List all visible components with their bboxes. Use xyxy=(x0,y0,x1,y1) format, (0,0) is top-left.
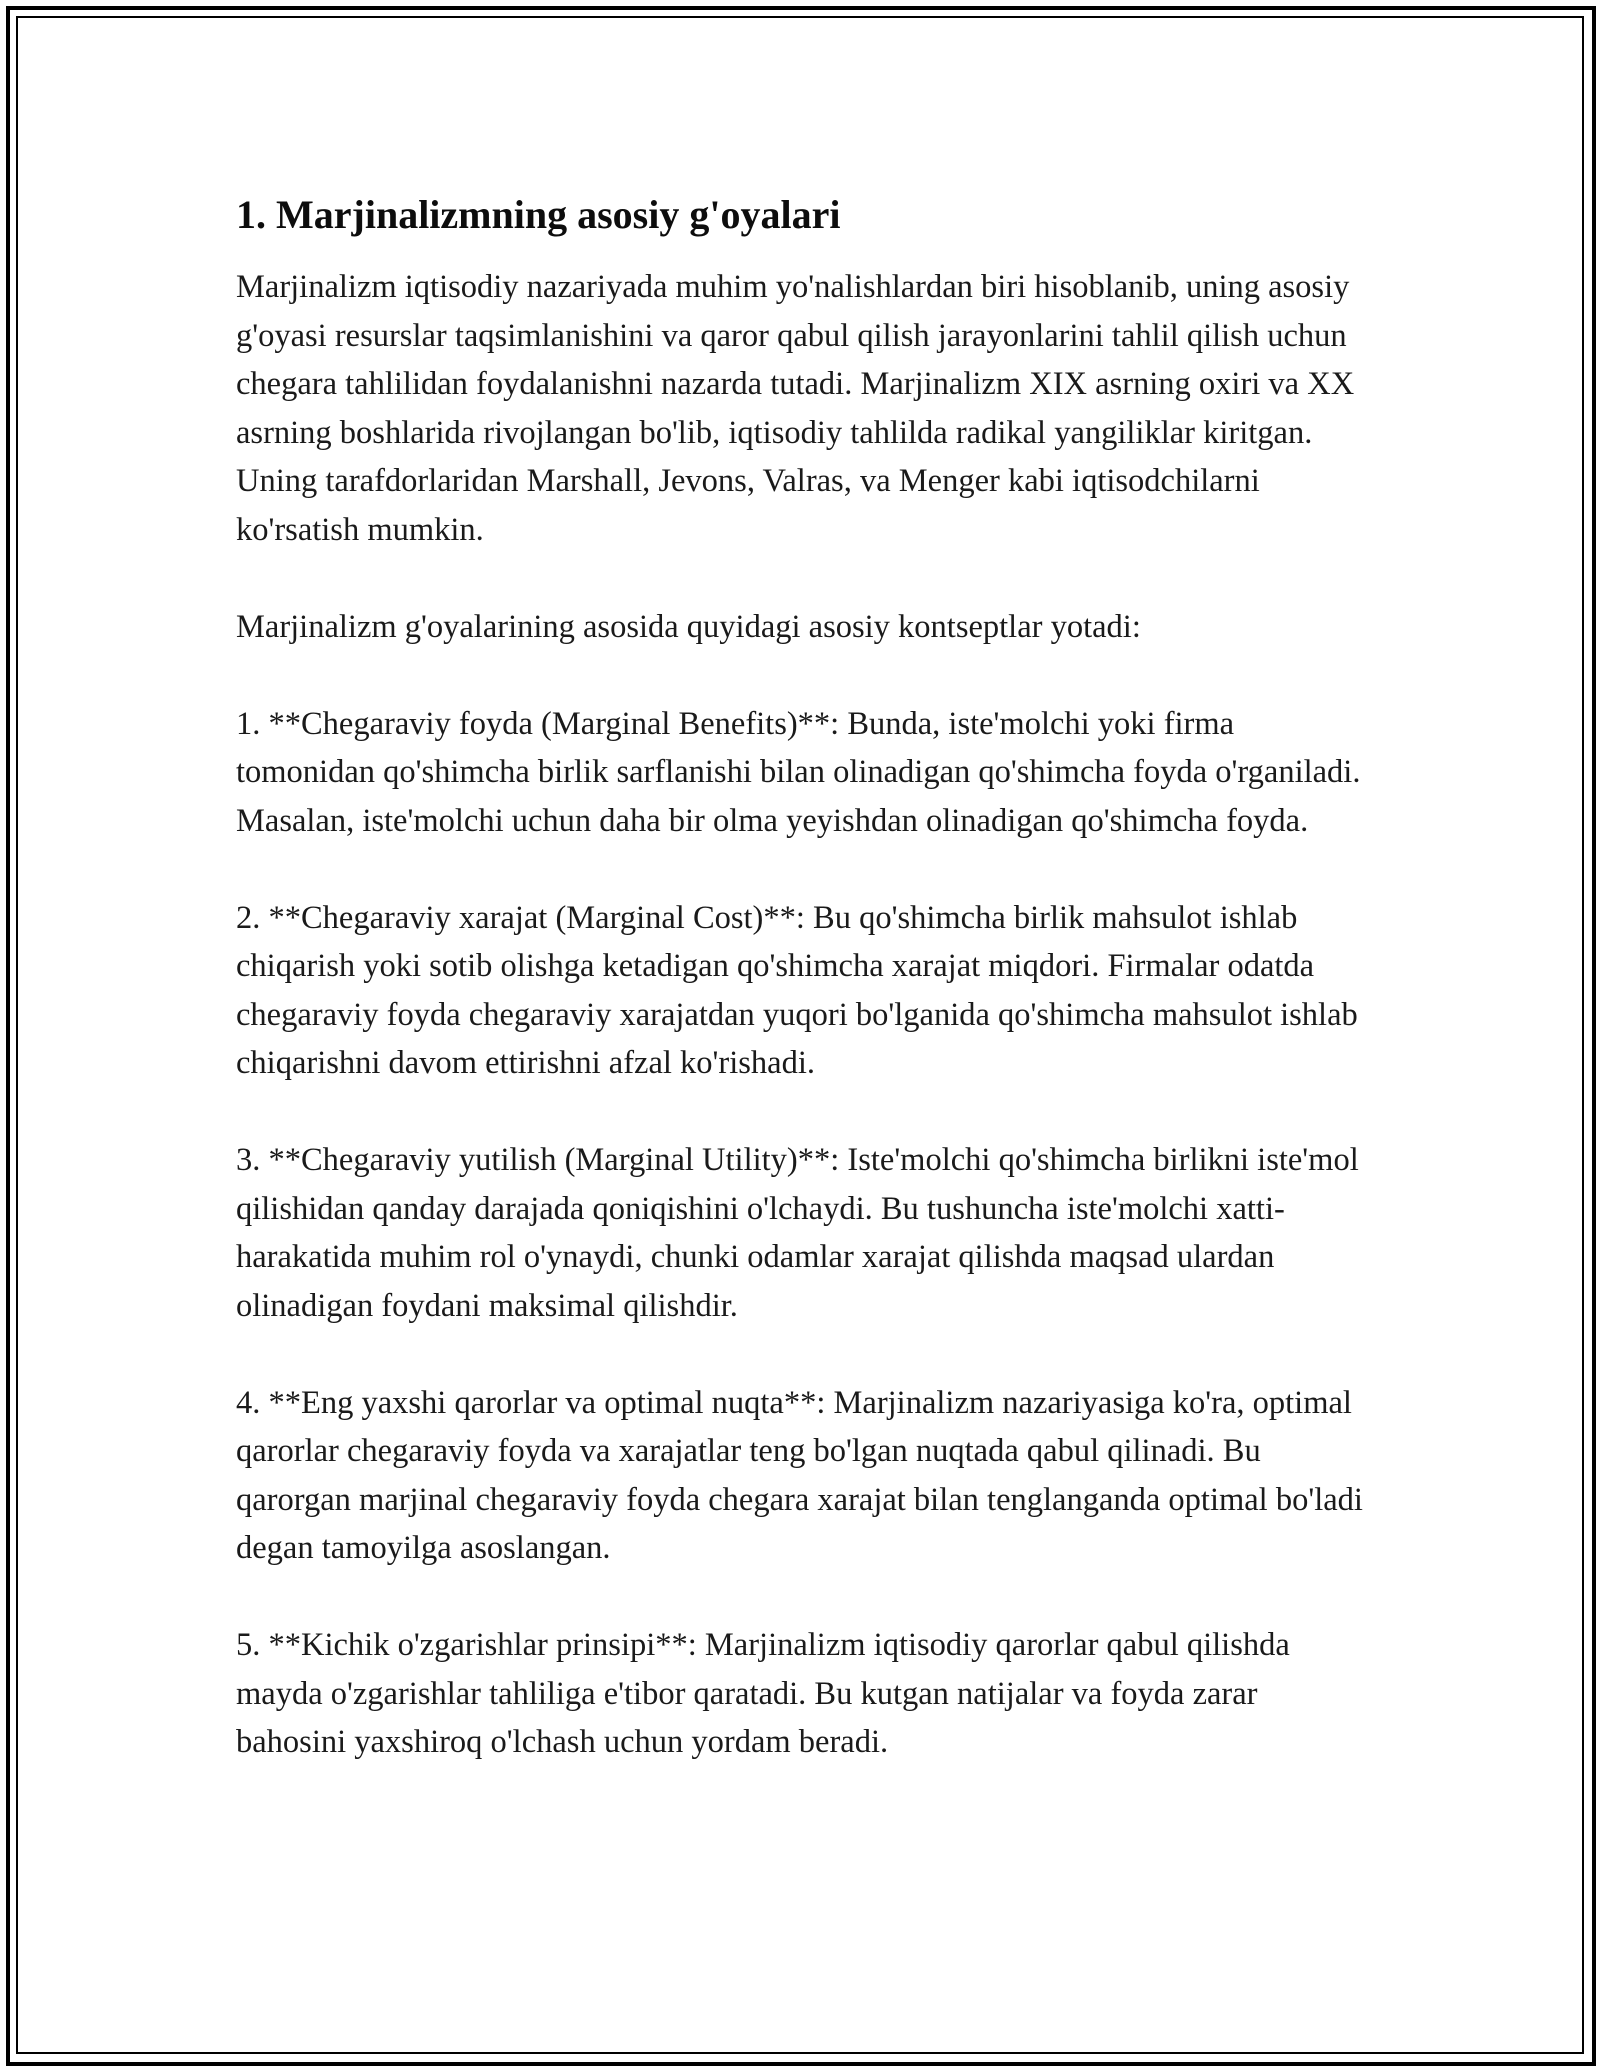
list-item-optimal-point: 4. **Eng yaxshi qarorlar va optimal nuqta**: Marjinalizm nazariyasiga ko'ra, optimal qarorlar chegaraviy foyda va xarajatlar teng bo'lgan nuqtada qabul qilinadi. Bu qarorgan marjinal chegaraviy foyda chegara xarajat bilan tenglanganda optimal bo'ladi degan tamoyilga asoslangan. xyxy=(236,1384,1363,1566)
list-item-marginal-utility: 3. **Chegaraviy yutilish (Marginal Utility)**: Iste'molchi qo'shimcha birlikni iste'mol qilishidan qanday darajada qoniqishini o'lchaydi. Bu tushuncha iste'molchi xatti-harakatida muhim rol o'ynaydi, chunki odamlar xarajat qilishda maqsad ulardan olinadigan foydani maksimal qilishdir. xyxy=(236,1142,1359,1324)
document-page xyxy=(236,190,1366,1767)
document-title: 1. Marjinalizmning asosiy g'oyalari xyxy=(236,192,841,237)
concepts-lead-paragraph: Marjinalizm g'oyalarining asosida quyidagi asosiy kontseptlar yotadi: xyxy=(236,608,1141,645)
list-item-marginal-benefits: 1. **Chegaraviy foyda (Marginal Benefits)**: Bunda, iste'molchi yoki firma tomonidan qo'shimcha birlik sarflanishi bilan olinadigan qo'shimcha foyda o'rganiladi. Masalan, iste'molchi uchun daha bir olma yeyishdan olinadigan qo'shimcha foyda. xyxy=(236,705,1361,839)
list-item-small-changes: 5. **Kichik o'zgarishlar prinsipi**: Marjinalizm iqtisodiy qarorlar qabul qilishda mayda o'zgarishlar tahliliga e'tibor qaratadi. Bu kutgan natijalar va foyda zarar bahosini yaxshiroq o'lchash uchun yordam beradi. xyxy=(236,1627,1290,1760)
list-item-marginal-cost: 2. **Chegaraviy xarajat (Marginal Cost)**: Bu qo'shimcha birlik mahsulot ishlab chiqarish yoki sotib olishga ketadigan qo'shimcha xarajat miqdori. Firmalar odatda chegaraviy foyda chegaraviy xarajatdan yuqori bo'lganida qo'shimcha mahsulot ishlab chiqarishni davom ettirishni afzal ko'rishadi. xyxy=(236,899,1358,1081)
intro-paragraph: Marjinalizm iqtisodiy nazariyada muhim yo'nalishlardan biri hisoblanib, uning asosiy g'oyasi resurslar taqsimlanishini va qaror qabul qilish jarayonlarini tahlil qilish uchun chegara tahlilidan foydalanishni nazarda tutadi. Marjinalizm XIX asrning oxiri va XX asrning boshlarida rivojlangan bo'lib, iqtisodiy tahlilda radikal yangiliklar kiritgan. Uning tarafdorlaridan Marshall, Jevons, Valras, va Menger kabi iqtisodchilarni ko'rsatish mumkin. xyxy=(236,269,1355,548)
